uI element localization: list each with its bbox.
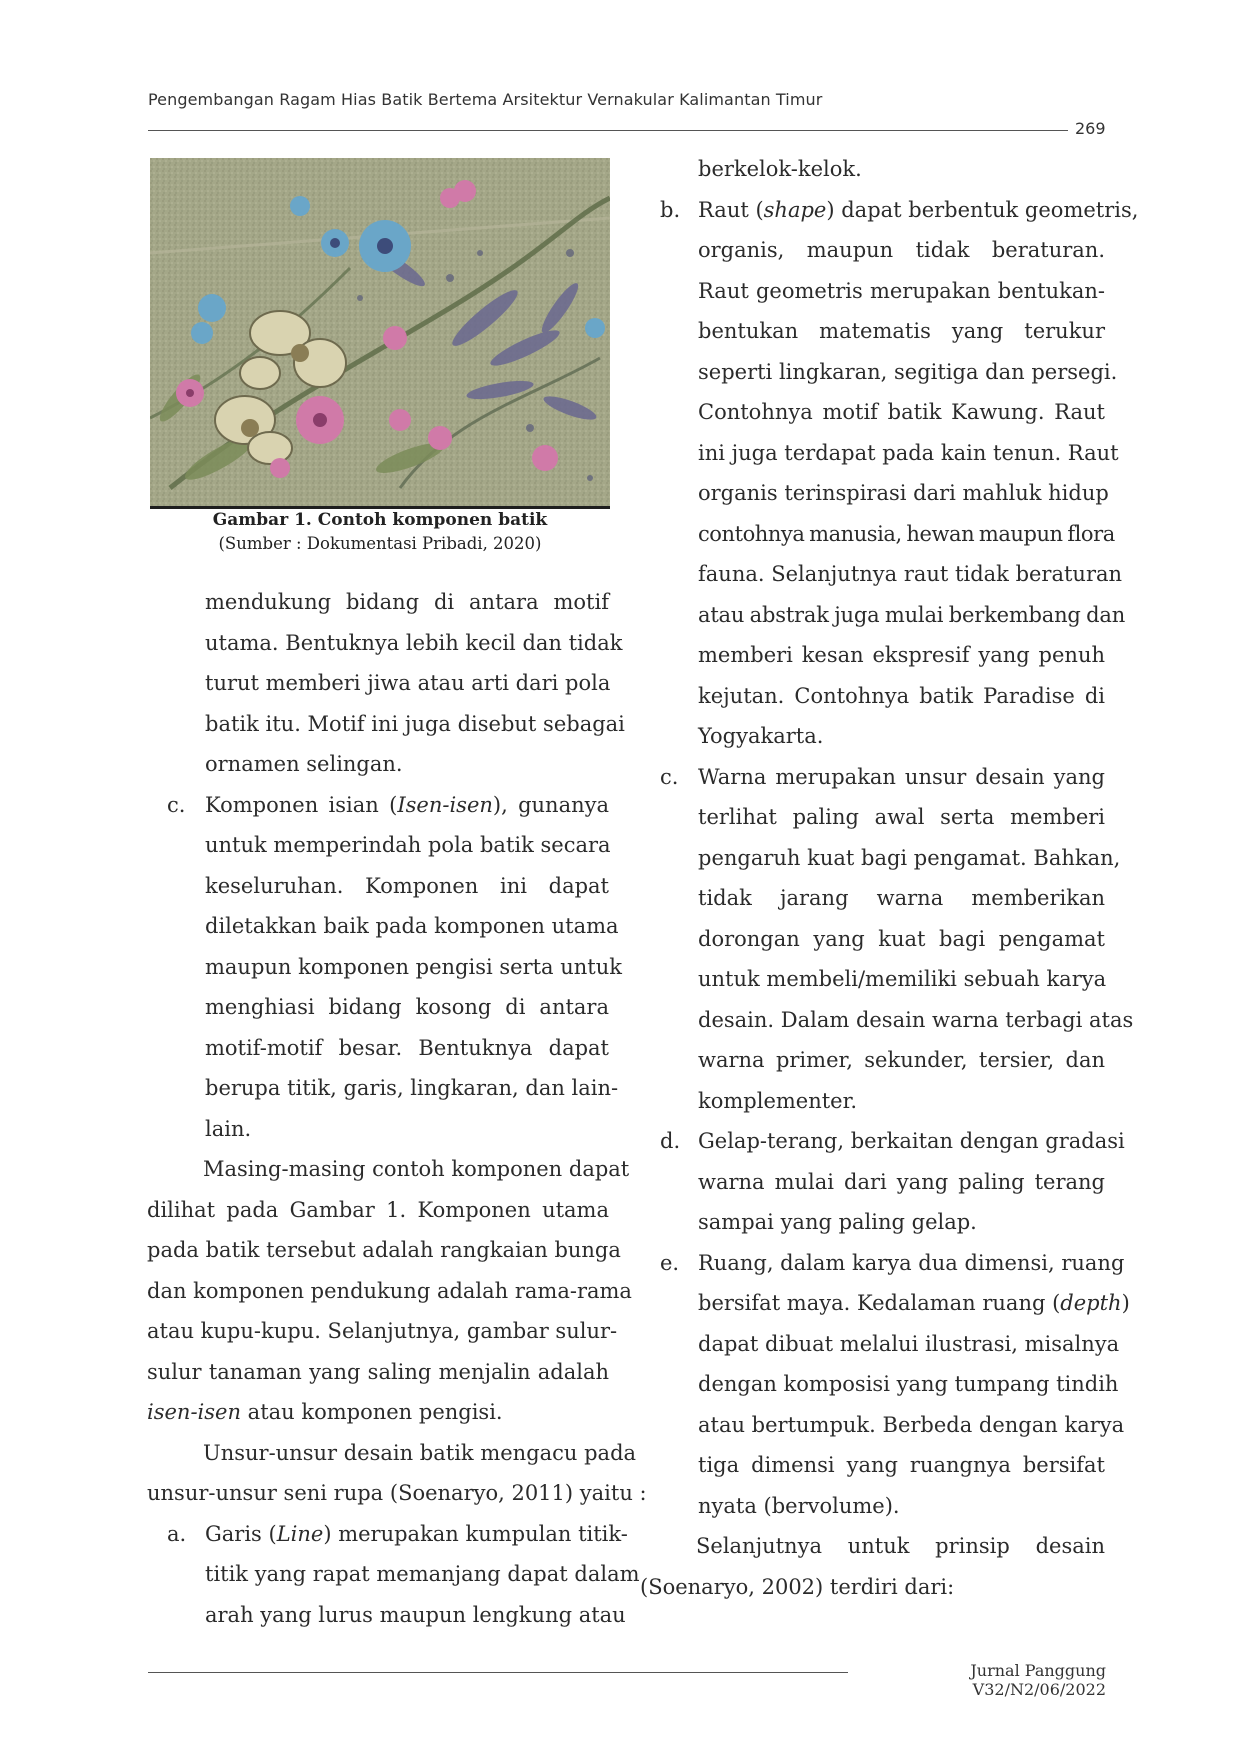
text-line: [205, 704, 625, 745]
text-line: [698, 595, 1126, 636]
text-line: [698, 554, 1123, 595]
italic-term: isen-isen: [147, 1400, 241, 1424]
text-line: [698, 797, 1105, 838]
list-marker: c.: [660, 764, 679, 789]
text-line: [698, 311, 1105, 352]
text-segment: Masing-masing contoh komponen dapat: [203, 1157, 630, 1181]
text-segment: tidak jarang warna memberikan: [698, 886, 1105, 910]
text-segment: mendukung bidang di antara motif: [205, 590, 609, 614]
text-line: [698, 919, 1105, 960]
text-segment: terlihat paling awal serta memberi: [698, 805, 1105, 829]
text-segment: warna primer, sekunder, tersier, dan: [698, 1048, 1105, 1072]
text-line: [698, 514, 1115, 555]
text-segment: warna mulai dari yang paling terang: [698, 1169, 1105, 1194]
text-segment: titik yang rapat memanjang dapat dalam: [205, 1562, 640, 1586]
text-segment: lain.: [205, 1116, 252, 1141]
text-line: [660, 1243, 1125, 1284]
text-segment: atau kupu-kupu. Selanjutnya, gambar sulur-: [147, 1319, 618, 1343]
text-line: [698, 1364, 1119, 1405]
text-line: [698, 433, 1119, 474]
text-segment: nyata (bervolume).: [698, 1493, 900, 1518]
text-segment: untuk memperindah pola batik secara: [205, 833, 611, 857]
text-segment: bersifat maya. Kedalaman ruang (: [698, 1291, 1061, 1315]
text-line: [205, 1595, 626, 1636]
page-number: 269: [1075, 119, 1106, 138]
text-segment: komplementer.: [698, 1088, 858, 1113]
text-line: [698, 1202, 1105, 1243]
text-segment: pengaruh kuat bagi pengamat. Bahkan,: [698, 845, 1121, 870]
text-segment: ornamen selingan.: [205, 752, 403, 776]
text-line: [205, 582, 609, 623]
text-segment: ): [1121, 1291, 1130, 1315]
text-segment: Ruang, dalam karya dua dimensi, ruang: [698, 1250, 1125, 1275]
text-segment: seperti lingkaran, segitiga dan persegi.: [698, 359, 1118, 384]
list-marker: a.: [167, 1521, 187, 1546]
text-line: [147, 1392, 609, 1433]
text-line: [698, 716, 1105, 757]
text-segment: ) dapat berbentuk geometris,: [826, 197, 1139, 222]
text-line: [660, 757, 1105, 798]
figure-caption-title: Gambar 1. Contoh komponen batik: [212, 510, 548, 530]
text-segment: Yogyakarta.: [698, 724, 824, 748]
text-line: [698, 635, 1105, 676]
text-line: [698, 392, 1105, 433]
text-line: [698, 352, 1118, 393]
right-column: [640, 149, 1139, 1607]
text-line: [698, 1000, 1134, 1041]
text-line: [147, 1473, 647, 1514]
text-line: [698, 1283, 1130, 1324]
text-segment: untuk membeli/memiliki sebuah karya: [698, 967, 1107, 991]
text-line: [205, 866, 609, 907]
text-segment: berkelok-kelok.: [698, 157, 862, 181]
text-segment: organis terinspirasi dari mahluk hidup: [698, 481, 1109, 505]
text-segment: batik itu. Motif ini juga disebut sebagai: [205, 711, 625, 736]
text-line: [167, 1514, 628, 1555]
figure-caption-source: (Sumber : Dokumentasi Pribadi, 2020): [218, 534, 542, 553]
text-line: [205, 663, 609, 704]
text-line: [698, 1486, 1105, 1527]
text-segment: atau komponen pengisi.: [241, 1400, 503, 1424]
italic-term: Isen-isen: [397, 792, 493, 817]
text-line: [147, 1230, 621, 1271]
text-line: [698, 1081, 1105, 1122]
text-line: [205, 623, 623, 664]
text-segment: ) merupakan kumpulan titik-: [323, 1521, 628, 1546]
journal-footer: Jurnal Panggung V32/N2/06/2022: [970, 1661, 1106, 1699]
text-line: [698, 230, 1105, 271]
text-segment: utama. Bentuknya lebih kecil dan tidak: [205, 630, 623, 655]
batik-photo: [150, 158, 610, 509]
text-segment: berupa titik, garis, lingkaran, dan lain-: [205, 1076, 619, 1100]
text-segment: turut memberi jiwa atau arti dari pola: [205, 671, 611, 695]
text-segment: Raut geometris merupakan bentukan-: [698, 278, 1105, 303]
text-segment: Unsur-unsur desain batik mengacu pada: [203, 1440, 637, 1465]
text-line: [660, 190, 1139, 231]
text-line: [205, 1554, 640, 1595]
text-segment: (Soenaryo, 2002) terdiri dari:: [640, 1574, 955, 1599]
text-segment: pada batik tersebut adalah rangkaian bunga: [147, 1238, 621, 1262]
italic-term: depth: [1060, 1291, 1122, 1315]
text-segment: fauna. Selanjutnya raut tidak beraturan: [698, 562, 1123, 586]
text-line: [167, 785, 610, 826]
text-line: [696, 1526, 1105, 1567]
text-segment: Raut (: [698, 197, 764, 222]
text-line: [698, 1445, 1105, 1486]
text-segment: tiga dimensi yang ruangnya bersifat: [698, 1453, 1105, 1477]
italic-term: Line: [276, 1521, 324, 1546]
text-line: [660, 1121, 1125, 1162]
italic-term: shape: [763, 197, 827, 222]
text-line: [698, 838, 1121, 879]
left-column: [147, 582, 647, 1635]
text-segment: ), gunanya: [492, 792, 610, 817]
text-line: [205, 1028, 609, 1069]
running-title: Pengembangan Ragam Hias Batik Bertema Arsitektur Vernakular Kalimantan Timur: [148, 90, 823, 109]
text-segment: Gelap-terang, berkaitan dengan gradasi: [698, 1129, 1125, 1153]
text-segment: kejutan. Contohnya batik Paradise di: [698, 683, 1105, 708]
text-line: [147, 1190, 609, 1231]
text-line: [698, 149, 1105, 190]
text-line: [203, 1149, 630, 1190]
text-line: [205, 987, 609, 1028]
text-segment: sampai yang paling gelap.: [698, 1210, 977, 1234]
text-segment: dengan komposisi yang tumpang tindih: [698, 1372, 1119, 1396]
text-line: [698, 271, 1105, 312]
text-line: [205, 1068, 619, 1109]
text-segment: unsur-unsur seni rupa (Soenaryo, 2011) yaitu :: [147, 1481, 647, 1505]
text-line: [203, 1433, 637, 1474]
text-segment: diletakkan baik pada komponen utama: [205, 914, 619, 938]
text-line: [205, 947, 622, 988]
text-line: [698, 1040, 1105, 1081]
text-segment: memberi kesan ekspresif yang penuh: [698, 643, 1105, 667]
text-line: [698, 473, 1109, 514]
text-segment: atau bertumpuk. Berbeda dengan karya: [698, 1412, 1125, 1437]
text-line: [698, 878, 1105, 919]
text-segment: motif-motif besar. Bentuknya dapat: [205, 1035, 609, 1060]
text-segment: dilihat pada Gambar 1. Komponen utama: [147, 1197, 609, 1222]
footer-rule: [148, 1672, 848, 1673]
text-line: [205, 1109, 609, 1150]
text-segment: Selanjutnya untuk prinsip desain: [696, 1534, 1105, 1558]
list-marker: e.: [660, 1250, 680, 1275]
text-line: [698, 959, 1105, 1000]
text-line: [640, 1567, 1105, 1608]
text-segment: atau abstrak juga mulai berkembang dan: [698, 602, 1126, 627]
text-line: [698, 1324, 1120, 1365]
text-line: [205, 825, 609, 866]
text-line: [698, 1405, 1125, 1446]
text-segment: Warna merupakan unsur desain yang: [698, 764, 1105, 789]
text-segment: dapat dibuat melalui ilustrasi, misalnya: [698, 1331, 1120, 1356]
list-marker: b.: [660, 197, 681, 222]
text-segment: arah yang lurus maupun lengkung atau: [205, 1602, 626, 1627]
text-line: [698, 1162, 1105, 1203]
text-segment: ini juga terdapat pada kain tenun. Raut: [698, 440, 1119, 465]
text-segment: Komponen isian (: [205, 792, 398, 817]
text-line: [147, 1271, 632, 1312]
text-line: [205, 906, 619, 947]
text-line: [147, 1311, 618, 1352]
text-segment: desain. Dalam desain warna terbagi atas: [698, 1007, 1134, 1032]
text-line: [147, 1352, 609, 1393]
list-marker: d.: [660, 1129, 681, 1153]
list-marker: c.: [167, 792, 186, 817]
header-rule: [148, 130, 1068, 131]
text-segment: organis, maupun tidak beraturan.: [698, 238, 1105, 262]
text-segment: contohnya manusia, hewan maupun flora: [698, 521, 1115, 546]
text-line: [698, 676, 1105, 717]
text-segment: maupun komponen pengisi serta untuk: [205, 954, 622, 979]
text-segment: keseluruhan. Komponen ini dapat: [205, 873, 609, 898]
text-segment: menghiasi bidang kosong di antara: [205, 995, 609, 1019]
text-segment: Contohnya motif batik Kawung. Raut: [698, 400, 1105, 424]
text-segment: sulur tanaman yang saling menjalin adalah: [147, 1359, 609, 1384]
text-segment: dorongan yang kuat bagi pengamat: [698, 926, 1105, 951]
text-segment: dan komponen pendukung adalah rama-rama: [147, 1278, 632, 1303]
text-line: [205, 744, 609, 785]
text-segment: Garis (: [205, 1521, 277, 1546]
text-segment: bentukan matematis yang terukur: [698, 319, 1105, 343]
